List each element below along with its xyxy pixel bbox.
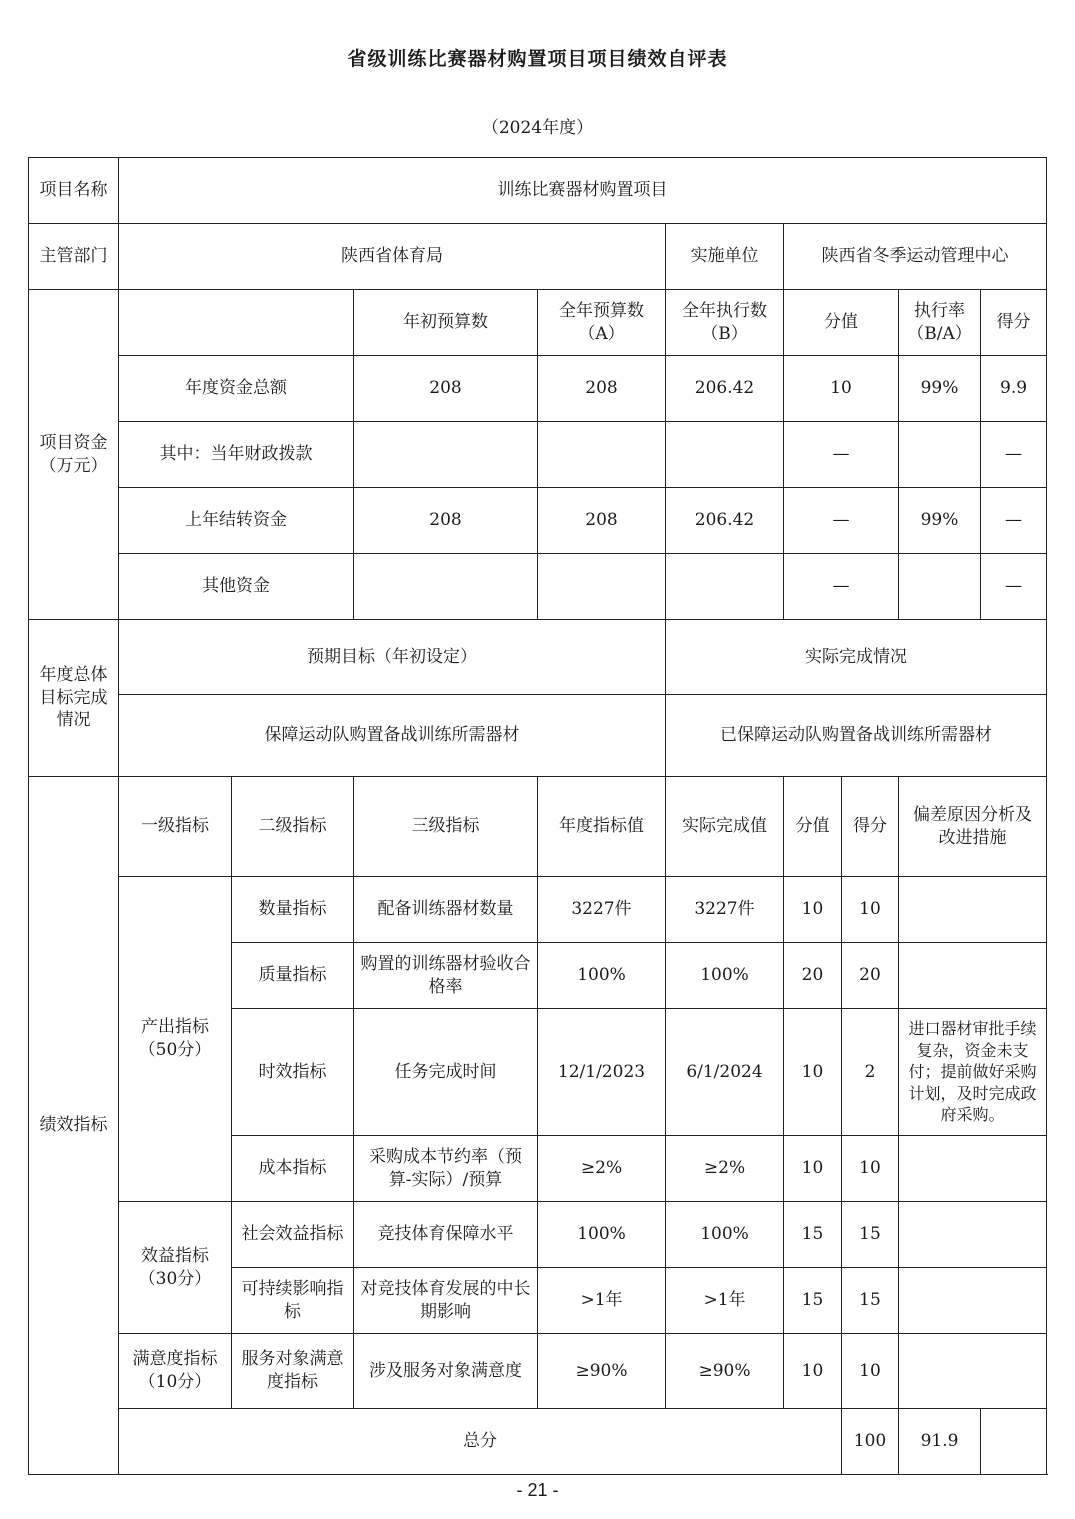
level3-cell: 涉及服务对象满意度: [354, 1334, 538, 1409]
level2-header: 二级指标: [232, 777, 354, 877]
page-number: - 21 -: [516, 1480, 559, 1500]
department-row: [29, 224, 1047, 290]
level3-cell: 竞技体育保障水平: [354, 1202, 538, 1268]
funds-row: [29, 356, 1047, 422]
funds-rate: 99%: [899, 356, 981, 422]
score-cell: 20: [842, 943, 899, 1009]
funds-row-label: 其中：当年财政拨款: [119, 422, 354, 488]
funds-header-blank: [119, 290, 354, 356]
funds-executed: [666, 422, 784, 488]
funds-score: 9.9: [981, 356, 1047, 422]
funds-row-label: 年度资金总额: [119, 356, 354, 422]
level2-cell: 可持续影响指标: [232, 1268, 354, 1334]
actual-cell: 100%: [666, 1202, 784, 1268]
funds-rate: 99%: [899, 488, 981, 554]
target-cell: 3227件: [538, 877, 666, 943]
analysis-cell: [899, 1268, 1047, 1334]
funds-row: [29, 422, 1047, 488]
score-cell: 2: [842, 1009, 899, 1136]
indicator-group-benefit: 效益指标（30分）: [119, 1202, 232, 1334]
analysis-cell: [899, 1202, 1047, 1268]
annual-budget-header: 全年预算数（A）: [538, 290, 666, 356]
actual-cell: >1年: [666, 1268, 784, 1334]
score-cell: 15: [842, 1268, 899, 1334]
funds-row: [29, 554, 1047, 620]
target-cell: ≥90%: [538, 1334, 666, 1409]
goals-section-label: 年度总体目标完成情况: [29, 620, 119, 777]
total-score: 91.9: [899, 1409, 981, 1475]
level3-cell: 对竞技体育发展的中长期影响: [354, 1268, 538, 1334]
funds-value: —: [784, 488, 899, 554]
funds-annual: [538, 554, 666, 620]
funds-section-label: 项目资金（万元）: [29, 290, 119, 620]
funds-initial: [354, 554, 538, 620]
score-header: 得分: [842, 777, 899, 877]
expected-goal-header: 预期目标（年初设定）: [119, 620, 666, 695]
level2-cell: 成本指标: [232, 1136, 354, 1202]
project-name-row: [29, 158, 1047, 224]
analysis-cell: [899, 1334, 1047, 1409]
project-name-value: 训练比赛器材购置项目: [119, 158, 1047, 224]
value-cell: 10: [784, 1136, 842, 1202]
level2-cell: 社会效益指标: [232, 1202, 354, 1268]
score-cell: 15: [842, 1202, 899, 1268]
level3-cell: 购置的训练器材验收合格率: [354, 943, 538, 1009]
report-year: （2024年度）: [481, 118, 594, 138]
initial-budget-header: 年初预算数: [354, 290, 538, 356]
analysis-cell: 进口器材审批手续复杂，资金未支付；提前做好采购计划，及时完成政府采购。: [899, 1009, 1047, 1136]
funds-value: 10: [784, 356, 899, 422]
executed-header: 全年执行数（B）: [666, 290, 784, 356]
department-label: 主管部门: [29, 224, 119, 290]
value-cell: 10: [784, 1009, 842, 1136]
total-blank: [981, 1409, 1047, 1475]
funds-executed: [666, 554, 784, 620]
value-header: 分值: [784, 777, 842, 877]
performance-section-label: 绩效指标: [29, 777, 119, 1475]
actual-cell: ≥90%: [666, 1334, 784, 1409]
funds-executed: 206.42: [666, 488, 784, 554]
goals-content-row: [29, 695, 1047, 777]
funds-executed: 206.42: [666, 356, 784, 422]
actual-completion-text: 已保障运动队购置备战训练所需器材: [666, 695, 1047, 777]
performance-header-row: [29, 777, 1047, 877]
level3-cell: 任务完成时间: [354, 1009, 538, 1136]
funds-row: [29, 488, 1047, 554]
funds-score: —: [981, 422, 1047, 488]
project-name-label: 项目名称: [29, 158, 119, 224]
score-cell: 10: [842, 1334, 899, 1409]
value-cell: 15: [784, 1268, 842, 1334]
actual-completion-header: 实际完成情况: [666, 620, 1047, 695]
funds-row-label: 其他资金: [119, 554, 354, 620]
actual-cell: 6/1/2024: [666, 1009, 784, 1136]
target-header: 年度指标值: [538, 777, 666, 877]
total-value: 100: [842, 1409, 899, 1475]
level2-cell: 质量指标: [232, 943, 354, 1009]
exec-rate-header: 执行率（B/A）: [899, 290, 981, 356]
analysis-header: 偏差原因分析及改进措施: [899, 777, 1047, 877]
analysis-cell: [899, 943, 1047, 1009]
score-cell: 10: [842, 877, 899, 943]
target-cell: 100%: [538, 943, 666, 1009]
funds-value-header: 分值: [784, 290, 899, 356]
funds-score: —: [981, 554, 1047, 620]
score-cell: 10: [842, 1136, 899, 1202]
funds-initial: [354, 422, 538, 488]
page-title: 省级训练比赛器材购置项目项目绩效自评表: [347, 48, 728, 70]
level3-cell: 配备训练器材数量: [354, 877, 538, 943]
funds-annual: 208: [538, 488, 666, 554]
value-cell: 15: [784, 1202, 842, 1268]
actual-cell: ≥2%: [666, 1136, 784, 1202]
funds-score: —: [981, 488, 1047, 554]
funds-rate: [899, 422, 981, 488]
indicator-row: [29, 877, 1047, 943]
funds-row-label: 上年结转资金: [119, 488, 354, 554]
actual-header: 实际完成值: [666, 777, 784, 877]
analysis-cell: [899, 877, 1047, 943]
value-cell: 10: [784, 877, 842, 943]
goals-header-row: [29, 620, 1047, 695]
funds-score-header: 得分: [981, 290, 1047, 356]
level1-header: 一级指标: [119, 777, 232, 877]
level3-cell: 采购成本节约率（预算-实际）/预算: [354, 1136, 538, 1202]
funds-value: —: [784, 554, 899, 620]
expected-goal-text: 保障运动队购置备战训练所需器材: [119, 695, 666, 777]
total-row: [29, 1409, 1047, 1475]
funds-header-row: [29, 290, 1047, 356]
funds-value: —: [784, 422, 899, 488]
department-value: 陕西省体育局: [119, 224, 666, 290]
analysis-cell: [899, 1136, 1047, 1202]
level3-header: 三级指标: [354, 777, 538, 877]
indicator-group-satisfaction: 满意度指标（10分）: [119, 1334, 232, 1409]
actual-cell: 3227件: [666, 877, 784, 943]
actual-cell: 100%: [666, 943, 784, 1009]
funds-rate: [899, 554, 981, 620]
indicator-row: [29, 1202, 1047, 1268]
level2-cell: 时效指标: [232, 1009, 354, 1136]
target-cell: ≥2%: [538, 1136, 666, 1202]
total-label: 总分: [119, 1409, 842, 1475]
level2-cell: 服务对象满意度指标: [232, 1334, 354, 1409]
level2-cell: 数量指标: [232, 877, 354, 943]
indicator-row: [29, 1334, 1047, 1409]
implementing-unit-value: 陕西省冬季运动管理中心: [784, 224, 1047, 290]
evaluation-table: [28, 157, 1047, 1475]
funds-initial: 208: [354, 356, 538, 422]
funds-annual: 208: [538, 356, 666, 422]
funds-initial: 208: [354, 488, 538, 554]
target-cell: 12/1/2023: [538, 1009, 666, 1136]
funds-annual: [538, 422, 666, 488]
target-cell: 100%: [538, 1202, 666, 1268]
indicator-group-output: 产出指标（50分）: [119, 877, 232, 1202]
target-cell: >1年: [538, 1268, 666, 1334]
value-cell: 10: [784, 1334, 842, 1409]
implementing-unit-label: 实施单位: [666, 224, 784, 290]
value-cell: 20: [784, 943, 842, 1009]
